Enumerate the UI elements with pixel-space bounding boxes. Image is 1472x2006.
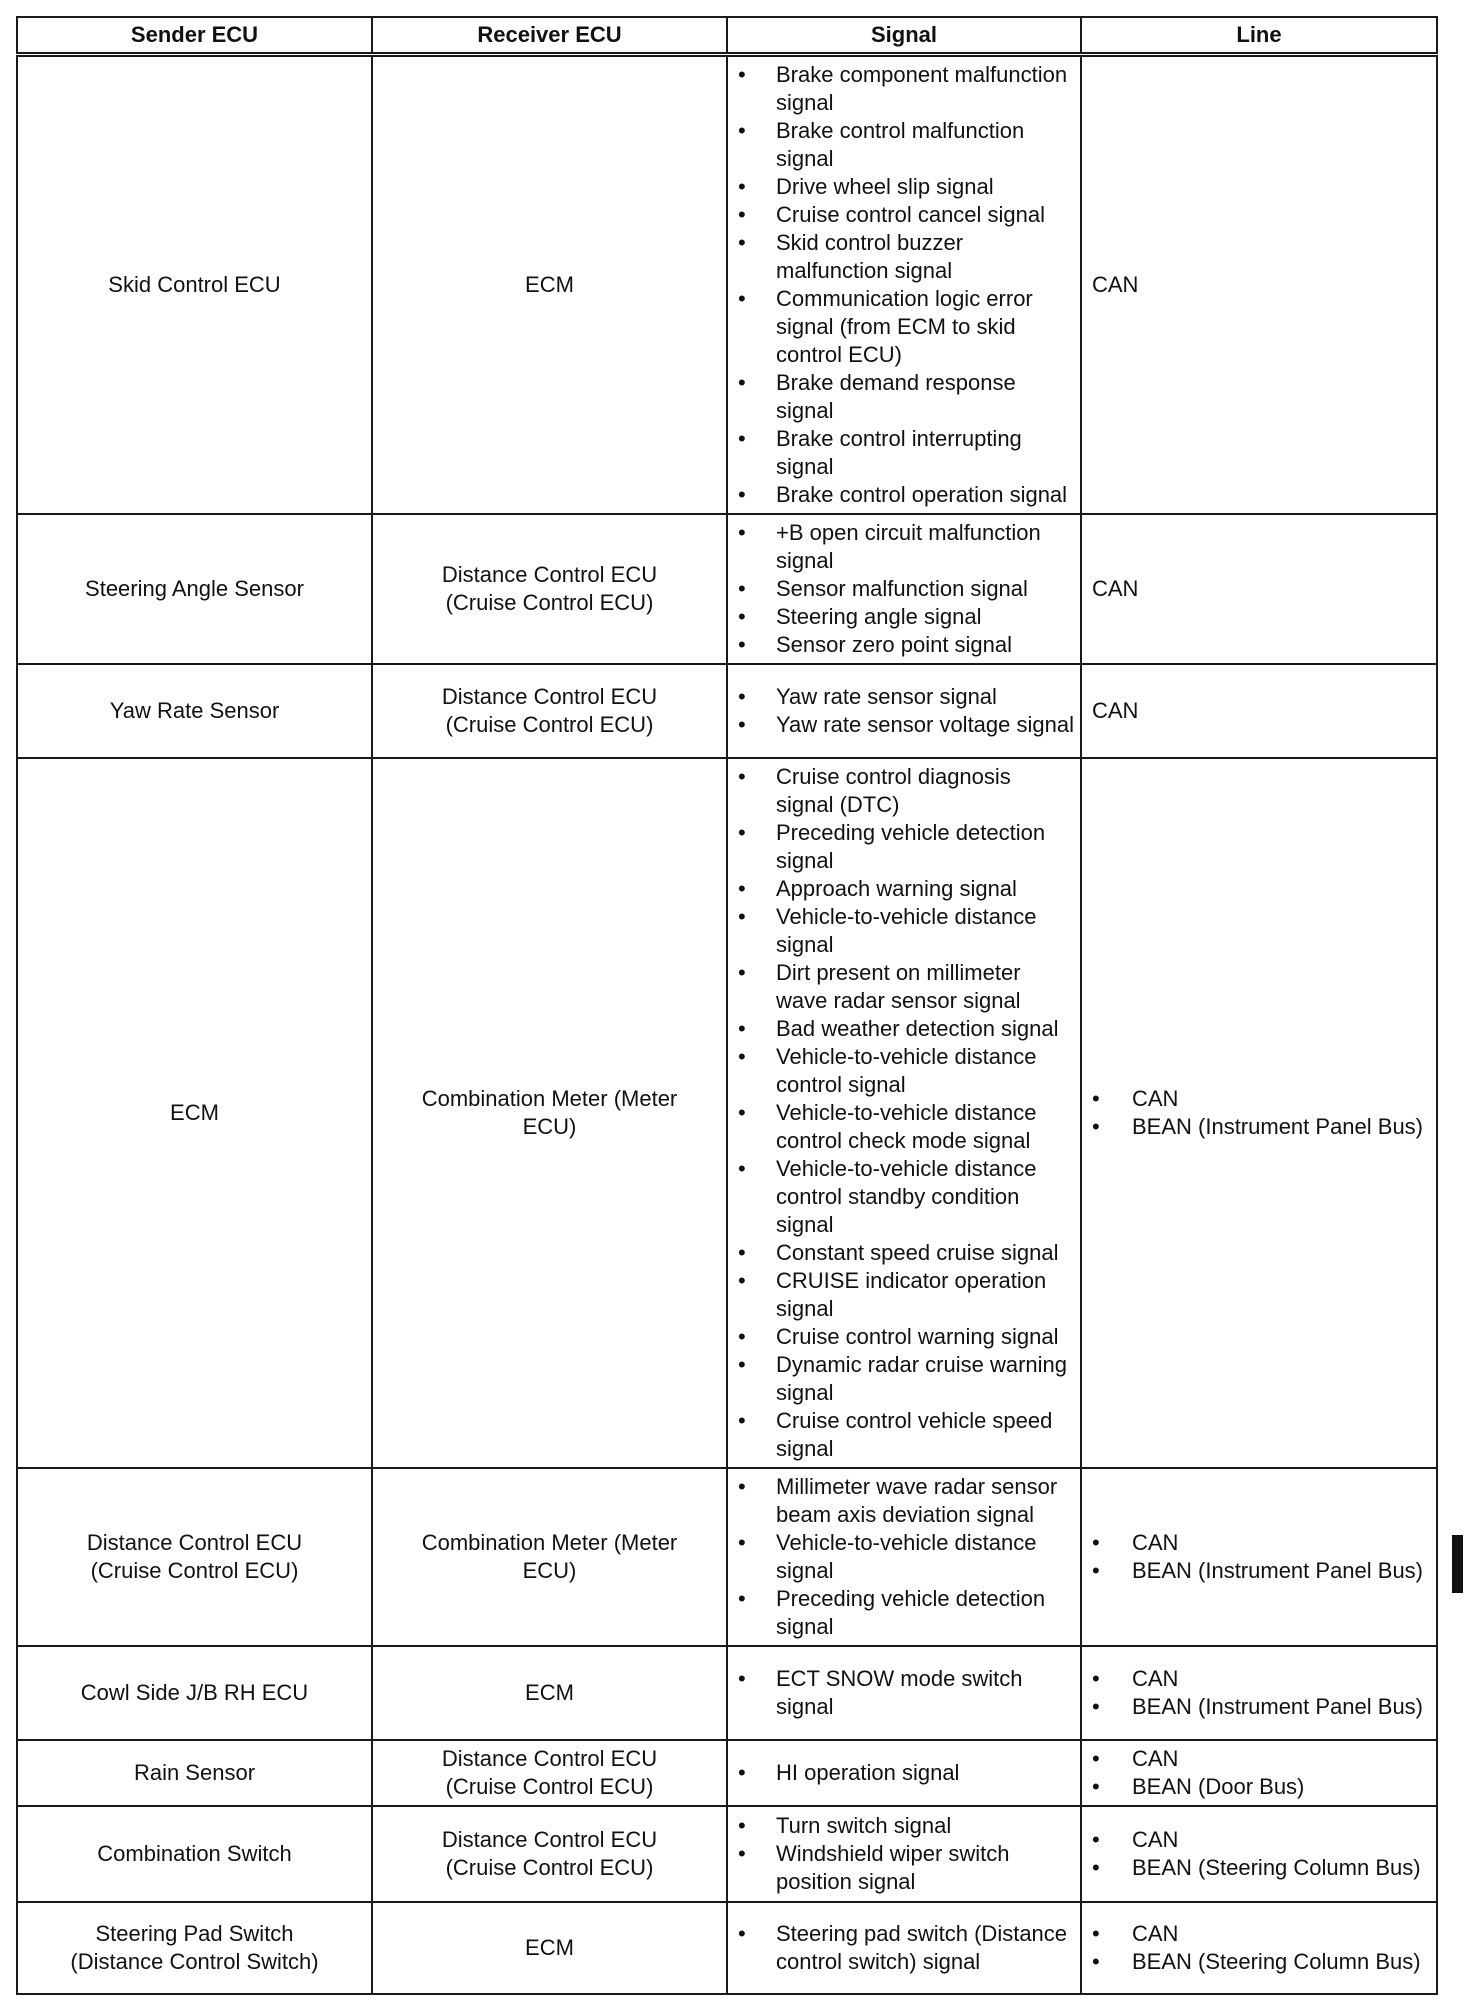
line-cell (1081, 55, 1437, 515)
sender-text: Yaw Rate Sensor (109, 698, 280, 723)
signal-list (728, 1759, 1074, 1787)
signal-item: • Vehicle-to-vehicle distance control check mode signal (728, 1099, 1074, 1155)
signal-list (728, 1473, 1074, 1641)
line-cell (1081, 1468, 1437, 1646)
line-item: • CAN (1082, 1085, 1436, 1113)
header-line: Line (1081, 17, 1437, 55)
receiver-text: ECM (525, 1680, 574, 1705)
signal-item: • Communication logic error signal (from ECM to skid control ECU) (728, 285, 1074, 369)
line-cell (1081, 1902, 1437, 1994)
line-list (1082, 1826, 1436, 1882)
signal-item: • Yaw rate sensor voltage signal (728, 711, 1074, 739)
sender-text: Cowl Side J/B RH ECU (80, 1680, 309, 1705)
signal-item: • Sensor malfunction signal (728, 575, 1074, 603)
line-text: CAN (1092, 576, 1139, 601)
line-item: • BEAN (Door Bus) (1082, 1773, 1436, 1801)
signal-item: • Sensor zero point signal (728, 631, 1074, 659)
sender-cell (17, 55, 372, 515)
page-edge-tab-mark (1452, 1535, 1463, 1593)
signal-item: • Brake component malfunction signal (728, 61, 1074, 117)
ecu-communication-table-container (16, 16, 1436, 1995)
signal-item: • HI operation signal (728, 1759, 1074, 1787)
signal-item: • Preceding vehicle detection signal (728, 1585, 1074, 1641)
sender-text: Steering Pad Switch (Distance Control Switch) (70, 1921, 319, 1974)
signal-item: • Constant speed cruise signal (728, 1239, 1074, 1267)
receiver-cell (372, 1468, 727, 1646)
line-item: • BEAN (Steering Column Bus) (1082, 1854, 1436, 1882)
line-list (1082, 1920, 1436, 1976)
signal-cell (727, 1740, 1081, 1806)
sender-text: Distance Control ECU (Cruise Control ECU) (86, 1530, 303, 1583)
header-receiver: Receiver ECU (372, 17, 727, 55)
line-cell (1081, 758, 1437, 1468)
receiver-text: Combination Meter (Meter ECU) (421, 1530, 678, 1583)
signal-list (728, 519, 1074, 659)
signal-item: • Cruise control cancel signal (728, 201, 1074, 229)
signal-item: • Brake control malfunction signal (728, 117, 1074, 173)
sender-cell (17, 664, 372, 758)
line-item: • BEAN (Instrument Panel Bus) (1082, 1557, 1436, 1585)
signal-item: • Steering angle signal (728, 603, 1074, 631)
table-row (17, 1468, 1437, 1646)
receiver-text: Distance Control ECU (Cruise Control ECU) (441, 562, 658, 615)
signal-cell (727, 758, 1081, 1468)
receiver-cell (372, 55, 727, 515)
signal-item: • +B open circuit malfunction signal (728, 519, 1074, 575)
signal-list (728, 1920, 1074, 1976)
line-item: • CAN (1082, 1529, 1436, 1557)
signal-item: • Bad weather detection signal (728, 1015, 1074, 1043)
receiver-cell (372, 1902, 727, 1994)
signal-item: • Preceding vehicle detection signal (728, 819, 1074, 875)
signal-item: • Brake control operation signal (728, 481, 1074, 509)
receiver-text: Distance Control ECU (Cruise Control ECU) (441, 1827, 658, 1880)
signal-cell (727, 514, 1081, 664)
line-list (1082, 1529, 1436, 1585)
signal-item: • Millimeter wave radar sensor beam axis deviation signal (728, 1473, 1074, 1529)
receiver-cell (372, 1806, 727, 1902)
signal-item: • Dirt present on millimeter wave radar sensor signal (728, 959, 1074, 1015)
signal-item: • Vehicle-to-vehicle distance signal (728, 1529, 1074, 1585)
line-item: • BEAN (Steering Column Bus) (1082, 1948, 1436, 1976)
table-row (17, 514, 1437, 664)
table-row (17, 1646, 1437, 1740)
sender-cell (17, 1740, 372, 1806)
line-item: • CAN (1082, 1920, 1436, 1948)
signal-item: • Cruise control vehicle speed signal (728, 1407, 1074, 1463)
receiver-cell (372, 758, 727, 1468)
signal-cell (727, 1806, 1081, 1902)
signal-item: • Cruise control diagnosis signal (DTC) (728, 763, 1074, 819)
signal-item: • Brake demand response signal (728, 369, 1074, 425)
signal-item: • Turn switch signal (728, 1812, 1074, 1840)
receiver-text: ECM (525, 272, 574, 297)
table-row (17, 664, 1437, 758)
sender-cell (17, 1468, 372, 1646)
line-list (1082, 1085, 1436, 1141)
signal-item: • Vehicle-to-vehicle distance signal (728, 903, 1074, 959)
line-item: • BEAN (Instrument Panel Bus) (1082, 1693, 1436, 1721)
line-text: CAN (1092, 272, 1139, 297)
sender-cell (17, 1646, 372, 1740)
line-item: • CAN (1082, 1826, 1436, 1854)
sender-text: Rain Sensor (133, 1760, 256, 1785)
sender-cell (17, 514, 372, 664)
signal-cell (727, 1646, 1081, 1740)
signal-item: • Drive wheel slip signal (728, 173, 1074, 201)
table-row (17, 1902, 1437, 1994)
table-row (17, 758, 1437, 1468)
signal-cell (727, 55, 1081, 515)
signal-item: • Cruise control warning signal (728, 1323, 1074, 1351)
table-row (17, 1806, 1437, 1902)
sender-text: Combination Switch (97, 1841, 292, 1866)
signal-list (728, 61, 1074, 509)
signal-item: • Vehicle-to-vehicle distance control standby condition signal (728, 1155, 1074, 1239)
sender-cell (17, 758, 372, 1468)
header-signal: Signal (727, 17, 1081, 55)
signal-cell (727, 1468, 1081, 1646)
line-text: CAN (1092, 698, 1139, 723)
sender-text: Skid Control ECU (108, 272, 281, 297)
sender-cell (17, 1902, 372, 1994)
receiver-text: Distance Control ECU (Cruise Control ECU) (441, 684, 658, 737)
ecu-communication-table (16, 16, 1438, 1995)
signal-item: • Dynamic radar cruise warning signal (728, 1351, 1074, 1407)
line-cell (1081, 664, 1437, 758)
sender-text: ECM (170, 1100, 219, 1125)
sender-text: Steering Angle Sensor (85, 576, 304, 601)
signal-item: • Skid control buzzer malfunction signal (728, 229, 1074, 285)
line-cell (1081, 1646, 1437, 1740)
signal-list (728, 1812, 1074, 1896)
signal-list (728, 763, 1074, 1463)
signal-item: • Yaw rate sensor signal (728, 683, 1074, 711)
signal-list (728, 1665, 1074, 1721)
header-row (17, 17, 1437, 55)
signal-item: • ECT SNOW mode switch signal (728, 1665, 1074, 1721)
sender-cell (17, 1806, 372, 1902)
signal-cell (727, 664, 1081, 758)
line-item: • BEAN (Instrument Panel Bus) (1082, 1113, 1436, 1141)
signal-item: • Approach warning signal (728, 875, 1074, 903)
line-cell (1081, 1806, 1437, 1902)
signal-list (728, 683, 1074, 739)
table-row (17, 55, 1437, 515)
line-item: • CAN (1082, 1745, 1436, 1773)
receiver-cell (372, 1740, 727, 1806)
signal-item: • CRUISE indicator operation signal (728, 1267, 1074, 1323)
receiver-text: ECM (525, 1935, 574, 1960)
receiver-text: Distance Control ECU (Cruise Control ECU) (441, 1746, 658, 1799)
signal-item: • Windshield wiper switch position signal (728, 1840, 1074, 1896)
signal-item: • Steering pad switch (Distance control switch) signal (728, 1920, 1074, 1976)
header-sender: Sender ECU (17, 17, 372, 55)
receiver-cell (372, 514, 727, 664)
line-cell (1081, 514, 1437, 664)
line-list (1082, 1665, 1436, 1721)
line-item: • CAN (1082, 1665, 1436, 1693)
table-row (17, 1740, 1437, 1806)
line-cell (1081, 1740, 1437, 1806)
line-list (1082, 1745, 1436, 1801)
receiver-cell (372, 664, 727, 758)
signal-cell (727, 1902, 1081, 1994)
receiver-cell (372, 1646, 727, 1740)
signal-item: • Vehicle-to-vehicle distance control signal (728, 1043, 1074, 1099)
receiver-text: Combination Meter (Meter ECU) (421, 1086, 678, 1139)
signal-item: • Brake control interrupting signal (728, 425, 1074, 481)
